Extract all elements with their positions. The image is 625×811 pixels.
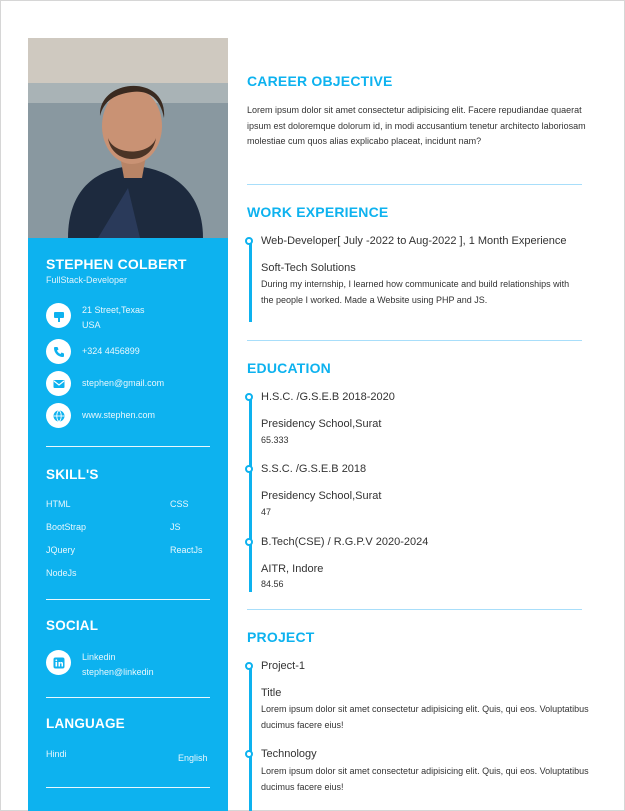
section-divider bbox=[247, 609, 582, 610]
timeline-dot bbox=[245, 465, 253, 473]
globe-icon bbox=[46, 403, 71, 428]
education-degree: B.Tech(CSE) / R.G.P.V 2020-2024 bbox=[261, 536, 429, 548]
timeline-line bbox=[249, 240, 252, 322]
education-school: AITR, Indore bbox=[261, 563, 324, 575]
project-item-text: Lorem ipsum dolor sit amet consectetur adipisicing elit. Quis, qui eos. Voluptatibus ducimus facere eius! bbox=[261, 704, 589, 730]
project-item-label: Title bbox=[261, 687, 282, 699]
education-title: EDUCATION bbox=[247, 360, 331, 376]
skill-item: NodeJs bbox=[46, 568, 77, 578]
career-objective-text: Lorem ipsum dolor sit amet consectetur adipisicing elit. Facere repudiandae quaerat ipsum est doloremque dolorum id, in modi accusantium tenetur architecto laboriosam molestiae cum quos alias explicabo placeat, incidunt nam? bbox=[247, 105, 586, 146]
project-item-text: Lorem ipsum dolor sit amet consectetur adipisicing elit. Quis, qui eos. Voluptatibus ducimus facere eius! bbox=[261, 766, 589, 792]
skill-item: HTML bbox=[46, 499, 71, 509]
section-divider bbox=[247, 184, 582, 185]
sidebar-divider bbox=[46, 697, 210, 698]
education-school: Presidency School,Surat bbox=[261, 490, 382, 502]
skills-title: SKILL'S bbox=[46, 467, 99, 482]
social-label: Linkedin bbox=[82, 652, 116, 662]
project-name: Project-1 bbox=[261, 660, 306, 672]
timeline-dot bbox=[245, 662, 253, 670]
contact-website bbox=[46, 403, 155, 428]
education-school: Presidency School,Surat bbox=[261, 418, 382, 430]
email-address: stephen@gmail.com bbox=[82, 378, 165, 388]
education-score: 84.56 bbox=[261, 579, 284, 589]
phone-icon bbox=[46, 339, 71, 364]
profile-photo bbox=[28, 38, 228, 238]
profile-role: FullStack-Developer bbox=[46, 275, 128, 285]
website-url: www.stephen.com bbox=[82, 410, 156, 420]
address-line1: 21 Street,Texas bbox=[82, 305, 145, 315]
phone-number: +324 4456899 bbox=[82, 346, 140, 356]
skill-item: JS bbox=[170, 522, 181, 532]
project-title: PROJECT bbox=[247, 629, 315, 645]
contact-phone bbox=[46, 339, 140, 364]
education-score: 47 bbox=[261, 507, 272, 517]
contact-email bbox=[46, 371, 164, 396]
project-item-label: Technology bbox=[261, 748, 317, 760]
work-company: Soft-Tech Solutions bbox=[261, 262, 356, 274]
education-degree: S.S.C. /G.S.E.B 2018 bbox=[261, 463, 367, 475]
sidebar-divider bbox=[46, 787, 210, 788]
career-objective-title: CAREER OBJECTIVE bbox=[247, 73, 393, 89]
skill-item: JQuery bbox=[46, 545, 76, 555]
work-description: During my internship, I learned how communicate and build relationships with the people I worked. Made a Website using PHP and JS. bbox=[261, 279, 570, 305]
social-handle: stephen@linkedin bbox=[82, 667, 154, 677]
sidebar bbox=[28, 238, 228, 811]
social-linkedin[interactable] bbox=[46, 650, 154, 680]
contact-address bbox=[46, 303, 145, 333]
skill-item: ReactJs bbox=[170, 545, 203, 555]
work-position: Web-Developer[ July -2022 to Aug-2022 ], 1 Month Experience bbox=[261, 235, 567, 247]
language-item: English bbox=[178, 753, 208, 763]
social-title: SOCIAL bbox=[46, 618, 99, 633]
education-score: 65.333 bbox=[261, 435, 289, 445]
linkedin-icon bbox=[46, 650, 71, 675]
language-title: LANGUAGE bbox=[46, 716, 125, 731]
timeline-dot bbox=[245, 750, 253, 758]
education-degree: H.S.C. /G.S.E.B 2018-2020 bbox=[261, 391, 395, 403]
timeline-dot bbox=[245, 393, 253, 401]
sidebar-divider bbox=[46, 446, 210, 447]
section-divider bbox=[247, 340, 582, 341]
timeline-dot bbox=[245, 237, 253, 245]
location-pin-icon bbox=[46, 303, 71, 328]
language-item: Hindi bbox=[46, 749, 67, 759]
skill-item: CSS bbox=[170, 499, 189, 509]
envelope-icon bbox=[46, 371, 71, 396]
sidebar-divider bbox=[46, 599, 210, 600]
timeline-line bbox=[249, 665, 252, 811]
work-experience-title: WORK EXPERIENCE bbox=[247, 204, 389, 220]
address-line2: USA bbox=[82, 320, 101, 330]
timeline-dot bbox=[245, 538, 253, 546]
skill-item: BootStrap bbox=[46, 522, 87, 532]
timeline-line bbox=[249, 396, 252, 592]
profile-name: STEPHEN COLBERT bbox=[46, 256, 187, 272]
